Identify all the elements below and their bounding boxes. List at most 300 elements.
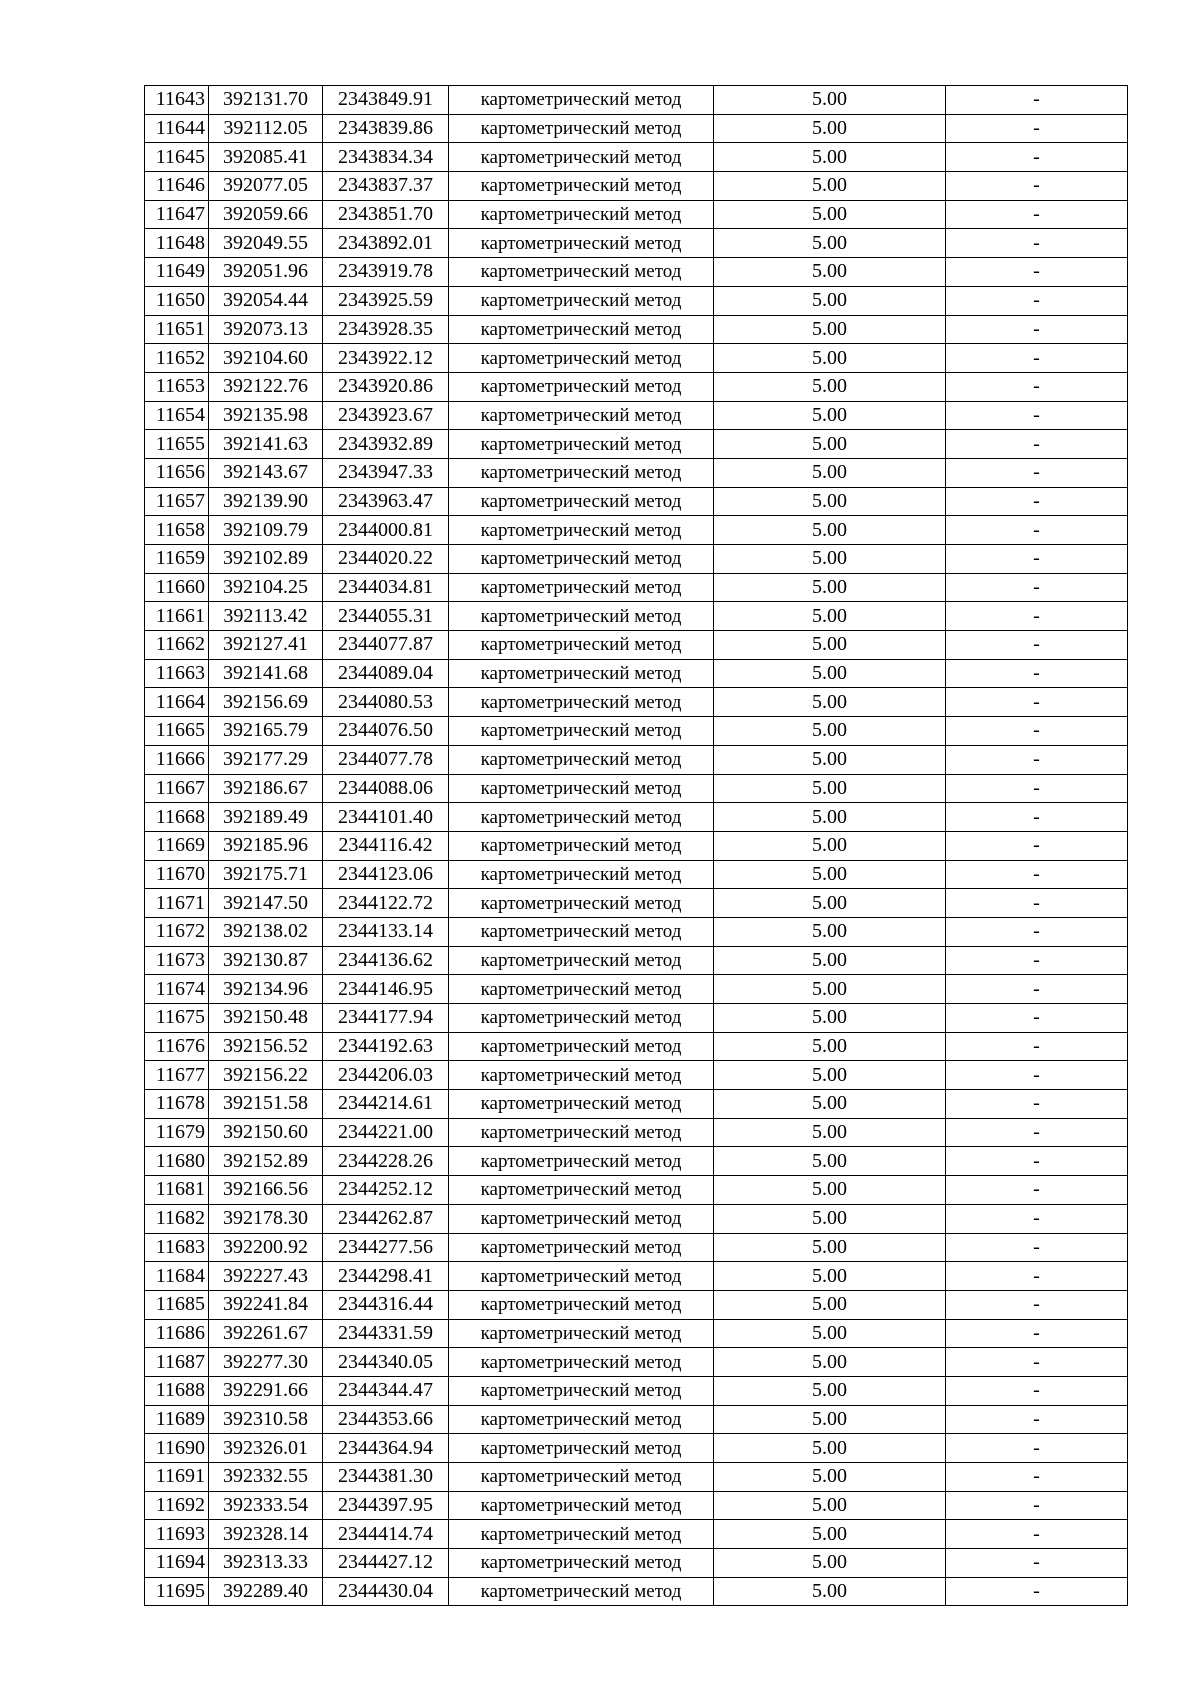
point-number-cell: 11654 — [145, 401, 209, 430]
method-cell: картометрический метод — [449, 1405, 714, 1434]
y-coordinate-cell: 2343928.35 — [323, 315, 449, 344]
y-coordinate-cell: 2344252.12 — [323, 1176, 449, 1205]
description-cell: - — [946, 229, 1128, 258]
method-cell: картометрический метод — [449, 172, 714, 201]
description-cell: - — [946, 1147, 1128, 1176]
accuracy-cell: 5.00 — [714, 1233, 946, 1262]
accuracy-cell: 5.00 — [714, 545, 946, 574]
point-number-cell: 11694 — [145, 1549, 209, 1578]
description-cell: - — [946, 1204, 1128, 1233]
table-row — [145, 1520, 1128, 1549]
point-number-cell: 11695 — [145, 1577, 209, 1606]
accuracy-cell: 5.00 — [714, 1520, 946, 1549]
accuracy-cell: 5.00 — [714, 229, 946, 258]
method-cell: картометрический метод — [449, 229, 714, 258]
method-cell: картометрический метод — [449, 487, 714, 516]
y-coordinate-cell: 2344101.40 — [323, 803, 449, 832]
accuracy-cell: 5.00 — [714, 286, 946, 315]
description-cell: - — [946, 200, 1128, 229]
method-cell: картометрический метод — [449, 1549, 714, 1578]
table-row — [145, 1061, 1128, 1090]
point-number-cell: 11665 — [145, 717, 209, 746]
method-cell: картометрический метод — [449, 516, 714, 545]
accuracy-cell: 5.00 — [714, 1176, 946, 1205]
table-row — [145, 1176, 1128, 1205]
y-coordinate-cell: 2344277.56 — [323, 1233, 449, 1262]
table-row — [145, 114, 1128, 143]
accuracy-cell: 5.00 — [714, 1204, 946, 1233]
table-row — [145, 1434, 1128, 1463]
point-number-cell: 11645 — [145, 143, 209, 172]
point-number-cell: 11658 — [145, 516, 209, 545]
method-cell: картометрический метод — [449, 975, 714, 1004]
point-number-cell: 11677 — [145, 1061, 209, 1090]
description-cell: - — [946, 1233, 1128, 1262]
x-coordinate-cell: 392131.70 — [209, 86, 323, 115]
description-cell: - — [946, 86, 1128, 115]
accuracy-cell: 5.00 — [714, 889, 946, 918]
method-cell: картометрический метод — [449, 1176, 714, 1205]
description-cell: - — [946, 975, 1128, 1004]
table-row — [145, 143, 1128, 172]
x-coordinate-cell: 392059.66 — [209, 200, 323, 229]
y-coordinate-cell: 2344331.59 — [323, 1319, 449, 1348]
point-number-cell: 11666 — [145, 745, 209, 774]
method-cell: картометрический метод — [449, 1290, 714, 1319]
table-row — [145, 1491, 1128, 1520]
coordinates-table-body — [145, 86, 1128, 1606]
point-number-cell: 11688 — [145, 1376, 209, 1405]
accuracy-cell: 5.00 — [714, 1463, 946, 1492]
point-number-cell: 11661 — [145, 602, 209, 631]
description-cell: - — [946, 1176, 1128, 1205]
x-coordinate-cell: 392049.55 — [209, 229, 323, 258]
description-cell: - — [946, 401, 1128, 430]
description-cell: - — [946, 831, 1128, 860]
y-coordinate-cell: 2344034.81 — [323, 573, 449, 602]
method-cell: картометрический метод — [449, 860, 714, 889]
description-cell: - — [946, 889, 1128, 918]
point-number-cell: 11646 — [145, 172, 209, 201]
accuracy-cell: 5.00 — [714, 458, 946, 487]
description-cell: - — [946, 344, 1128, 373]
accuracy-cell: 5.00 — [714, 200, 946, 229]
table-row — [145, 1290, 1128, 1319]
y-coordinate-cell: 2343892.01 — [323, 229, 449, 258]
x-coordinate-cell: 392051.96 — [209, 258, 323, 287]
description-cell: - — [946, 258, 1128, 287]
point-number-cell: 11674 — [145, 975, 209, 1004]
point-number-cell: 11685 — [145, 1290, 209, 1319]
y-coordinate-cell: 2343923.67 — [323, 401, 449, 430]
table-row — [145, 286, 1128, 315]
y-coordinate-cell: 2343920.86 — [323, 372, 449, 401]
table-row — [145, 631, 1128, 660]
method-cell: картометрический метод — [449, 1520, 714, 1549]
table-row — [145, 258, 1128, 287]
accuracy-cell: 5.00 — [714, 1032, 946, 1061]
accuracy-cell: 5.00 — [714, 430, 946, 459]
y-coordinate-cell: 2344146.95 — [323, 975, 449, 1004]
description-cell: - — [946, 114, 1128, 143]
y-coordinate-cell: 2344344.47 — [323, 1376, 449, 1405]
x-coordinate-cell: 392152.89 — [209, 1147, 323, 1176]
x-coordinate-cell: 392127.41 — [209, 631, 323, 660]
point-number-cell: 11653 — [145, 372, 209, 401]
table-row — [145, 487, 1128, 516]
coordinates-table — [144, 85, 1128, 1606]
x-coordinate-cell: 392143.67 — [209, 458, 323, 487]
accuracy-cell: 5.00 — [714, 917, 946, 946]
point-number-cell: 11679 — [145, 1118, 209, 1147]
method-cell: картометрический метод — [449, 831, 714, 860]
method-cell: картометрический метод — [449, 286, 714, 315]
table-row — [145, 1262, 1128, 1291]
table-row — [145, 458, 1128, 487]
method-cell: картометрический метод — [449, 372, 714, 401]
accuracy-cell: 5.00 — [714, 344, 946, 373]
accuracy-cell: 5.00 — [714, 1090, 946, 1119]
y-coordinate-cell: 2343849.91 — [323, 86, 449, 115]
x-coordinate-cell: 392139.90 — [209, 487, 323, 516]
accuracy-cell: 5.00 — [714, 1491, 946, 1520]
accuracy-cell: 5.00 — [714, 1061, 946, 1090]
table-row — [145, 315, 1128, 344]
point-number-cell: 11684 — [145, 1262, 209, 1291]
x-coordinate-cell: 392122.76 — [209, 372, 323, 401]
description-cell: - — [946, 860, 1128, 889]
table-row — [145, 1405, 1128, 1434]
x-coordinate-cell: 392328.14 — [209, 1520, 323, 1549]
description-cell: - — [946, 717, 1128, 746]
description-cell: - — [946, 172, 1128, 201]
accuracy-cell: 5.00 — [714, 1004, 946, 1033]
y-coordinate-cell: 2344427.12 — [323, 1549, 449, 1578]
method-cell: картометрический метод — [449, 774, 714, 803]
y-coordinate-cell: 2344123.06 — [323, 860, 449, 889]
x-coordinate-cell: 392186.67 — [209, 774, 323, 803]
accuracy-cell: 5.00 — [714, 1434, 946, 1463]
table-row — [145, 745, 1128, 774]
point-number-cell: 11647 — [145, 200, 209, 229]
accuracy-cell: 5.00 — [714, 401, 946, 430]
table-row — [145, 1319, 1128, 1348]
accuracy-cell: 5.00 — [714, 1348, 946, 1377]
x-coordinate-cell: 392175.71 — [209, 860, 323, 889]
table-row — [145, 516, 1128, 545]
method-cell: картометрический метод — [449, 688, 714, 717]
table-row — [145, 172, 1128, 201]
description-cell: - — [946, 1290, 1128, 1319]
accuracy-cell: 5.00 — [714, 774, 946, 803]
x-coordinate-cell: 392156.69 — [209, 688, 323, 717]
method-cell: картометрический метод — [449, 1233, 714, 1262]
y-coordinate-cell: 2344177.94 — [323, 1004, 449, 1033]
y-coordinate-cell: 2344262.87 — [323, 1204, 449, 1233]
method-cell: картометрический метод — [449, 1376, 714, 1405]
y-coordinate-cell: 2344020.22 — [323, 545, 449, 574]
x-coordinate-cell: 392200.92 — [209, 1233, 323, 1262]
method-cell: картометрический метод — [449, 1348, 714, 1377]
y-coordinate-cell: 2344077.87 — [323, 631, 449, 660]
x-coordinate-cell: 392104.25 — [209, 573, 323, 602]
point-number-cell: 11676 — [145, 1032, 209, 1061]
description-cell: - — [946, 573, 1128, 602]
method-cell: картометрический метод — [449, 1262, 714, 1291]
point-number-cell: 11659 — [145, 545, 209, 574]
x-coordinate-cell: 392185.96 — [209, 831, 323, 860]
accuracy-cell: 5.00 — [714, 172, 946, 201]
x-coordinate-cell: 392147.50 — [209, 889, 323, 918]
x-coordinate-cell: 392104.60 — [209, 344, 323, 373]
method-cell: картометрический метод — [449, 1319, 714, 1348]
y-coordinate-cell: 2344221.00 — [323, 1118, 449, 1147]
table-row — [145, 1147, 1128, 1176]
accuracy-cell: 5.00 — [714, 745, 946, 774]
y-coordinate-cell: 2343932.89 — [323, 430, 449, 459]
x-coordinate-cell: 392151.58 — [209, 1090, 323, 1119]
x-coordinate-cell: 392054.44 — [209, 286, 323, 315]
description-cell: - — [946, 1577, 1128, 1606]
x-coordinate-cell: 392156.52 — [209, 1032, 323, 1061]
table-row — [145, 401, 1128, 430]
x-coordinate-cell: 392178.30 — [209, 1204, 323, 1233]
point-number-cell: 11663 — [145, 659, 209, 688]
accuracy-cell: 5.00 — [714, 1577, 946, 1606]
description-cell: - — [946, 602, 1128, 631]
table-row — [145, 1032, 1128, 1061]
x-coordinate-cell: 392313.33 — [209, 1549, 323, 1578]
point-number-cell: 11660 — [145, 573, 209, 602]
y-coordinate-cell: 2344000.81 — [323, 516, 449, 545]
point-number-cell: 11651 — [145, 315, 209, 344]
y-coordinate-cell: 2344077.78 — [323, 745, 449, 774]
method-cell: картометрический метод — [449, 917, 714, 946]
method-cell: картометрический метод — [449, 1118, 714, 1147]
y-coordinate-cell: 2344397.95 — [323, 1491, 449, 1520]
accuracy-cell: 5.00 — [714, 487, 946, 516]
description-cell: - — [946, 1463, 1128, 1492]
x-coordinate-cell: 392112.05 — [209, 114, 323, 143]
description-cell: - — [946, 803, 1128, 832]
accuracy-cell: 5.00 — [714, 803, 946, 832]
point-number-cell: 11656 — [145, 458, 209, 487]
point-number-cell: 11690 — [145, 1434, 209, 1463]
description-cell: - — [946, 631, 1128, 660]
description-cell: - — [946, 1032, 1128, 1061]
x-coordinate-cell: 392102.89 — [209, 545, 323, 574]
method-cell: картометрический метод — [449, 1090, 714, 1119]
y-coordinate-cell: 2343922.12 — [323, 344, 449, 373]
method-cell: картометрический метод — [449, 1491, 714, 1520]
description-cell: - — [946, 315, 1128, 344]
accuracy-cell: 5.00 — [714, 86, 946, 115]
x-coordinate-cell: 392227.43 — [209, 1262, 323, 1291]
x-coordinate-cell: 392277.30 — [209, 1348, 323, 1377]
description-cell: - — [946, 1348, 1128, 1377]
method-cell: картометрический метод — [449, 1577, 714, 1606]
point-number-cell: 11650 — [145, 286, 209, 315]
x-coordinate-cell: 392130.87 — [209, 946, 323, 975]
table-row — [145, 372, 1128, 401]
point-number-cell: 11675 — [145, 1004, 209, 1033]
point-number-cell: 11643 — [145, 86, 209, 115]
y-coordinate-cell: 2344353.66 — [323, 1405, 449, 1434]
method-cell: картометрический метод — [449, 86, 714, 115]
method-cell: картометрический метод — [449, 401, 714, 430]
x-coordinate-cell: 392289.40 — [209, 1577, 323, 1606]
accuracy-cell: 5.00 — [714, 831, 946, 860]
point-number-cell: 11648 — [145, 229, 209, 258]
x-coordinate-cell: 392109.79 — [209, 516, 323, 545]
table-row — [145, 1004, 1128, 1033]
y-coordinate-cell: 2344316.44 — [323, 1290, 449, 1319]
x-coordinate-cell: 392135.98 — [209, 401, 323, 430]
y-coordinate-cell: 2344136.62 — [323, 946, 449, 975]
point-number-cell: 11670 — [145, 860, 209, 889]
x-coordinate-cell: 392165.79 — [209, 717, 323, 746]
method-cell: картометрический метод — [449, 1004, 714, 1033]
point-number-cell: 11687 — [145, 1348, 209, 1377]
accuracy-cell: 5.00 — [714, 975, 946, 1004]
description-cell: - — [946, 430, 1128, 459]
table-row — [145, 602, 1128, 631]
description-cell: - — [946, 516, 1128, 545]
y-coordinate-cell: 2344122.72 — [323, 889, 449, 918]
method-cell: картометрический метод — [449, 344, 714, 373]
description-cell: - — [946, 1405, 1128, 1434]
description-cell: - — [946, 1118, 1128, 1147]
description-cell: - — [946, 487, 1128, 516]
method-cell: картометрический метод — [449, 631, 714, 660]
method-cell: картометрический метод — [449, 1463, 714, 1492]
accuracy-cell: 5.00 — [714, 1290, 946, 1319]
table-row — [145, 975, 1128, 1004]
accuracy-cell: 5.00 — [714, 688, 946, 717]
description-cell: - — [946, 917, 1128, 946]
y-coordinate-cell: 2344192.63 — [323, 1032, 449, 1061]
accuracy-cell: 5.00 — [714, 114, 946, 143]
x-coordinate-cell: 392085.41 — [209, 143, 323, 172]
accuracy-cell: 5.00 — [714, 315, 946, 344]
y-coordinate-cell: 2344414.74 — [323, 1520, 449, 1549]
x-coordinate-cell: 392156.22 — [209, 1061, 323, 1090]
description-cell: - — [946, 1434, 1128, 1463]
accuracy-cell: 5.00 — [714, 1147, 946, 1176]
accuracy-cell: 5.00 — [714, 1376, 946, 1405]
method-cell: картометрический метод — [449, 545, 714, 574]
y-coordinate-cell: 2344228.26 — [323, 1147, 449, 1176]
point-number-cell: 11682 — [145, 1204, 209, 1233]
description-cell: - — [946, 1376, 1128, 1405]
table-row — [145, 1233, 1128, 1262]
x-coordinate-cell: 392138.02 — [209, 917, 323, 946]
table-row — [145, 889, 1128, 918]
method-cell: картометрический метод — [449, 573, 714, 602]
method-cell: картометрический метод — [449, 143, 714, 172]
point-number-cell: 11671 — [145, 889, 209, 918]
y-coordinate-cell: 2344364.94 — [323, 1434, 449, 1463]
point-number-cell: 11673 — [145, 946, 209, 975]
accuracy-cell: 5.00 — [714, 717, 946, 746]
method-cell: картометрический метод — [449, 745, 714, 774]
accuracy-cell: 5.00 — [714, 573, 946, 602]
x-coordinate-cell: 392189.49 — [209, 803, 323, 832]
accuracy-cell: 5.00 — [714, 516, 946, 545]
accuracy-cell: 5.00 — [714, 1405, 946, 1434]
x-coordinate-cell: 392073.13 — [209, 315, 323, 344]
y-coordinate-cell: 2344298.41 — [323, 1262, 449, 1291]
x-coordinate-cell: 392166.56 — [209, 1176, 323, 1205]
point-number-cell: 11667 — [145, 774, 209, 803]
point-number-cell: 11693 — [145, 1520, 209, 1549]
description-cell: - — [946, 1090, 1128, 1119]
y-coordinate-cell: 2343925.59 — [323, 286, 449, 315]
table-row — [145, 430, 1128, 459]
description-cell: - — [946, 143, 1128, 172]
y-coordinate-cell: 2343834.34 — [323, 143, 449, 172]
method-cell: картометрический метод — [449, 114, 714, 143]
description-cell: - — [946, 659, 1128, 688]
method-cell: картометрический метод — [449, 1061, 714, 1090]
method-cell: картометрический метод — [449, 1032, 714, 1061]
point-number-cell: 11669 — [145, 831, 209, 860]
point-number-cell: 11644 — [145, 114, 209, 143]
x-coordinate-cell: 392261.67 — [209, 1319, 323, 1348]
x-coordinate-cell: 392332.55 — [209, 1463, 323, 1492]
y-coordinate-cell: 2343837.37 — [323, 172, 449, 201]
table-row — [145, 659, 1128, 688]
table-row — [145, 1549, 1128, 1578]
description-cell: - — [946, 688, 1128, 717]
table-row — [145, 831, 1128, 860]
x-coordinate-cell: 392077.05 — [209, 172, 323, 201]
y-coordinate-cell: 2344133.14 — [323, 917, 449, 946]
point-number-cell: 11655 — [145, 430, 209, 459]
point-number-cell: 11672 — [145, 917, 209, 946]
table-row — [145, 946, 1128, 975]
method-cell: картометрический метод — [449, 258, 714, 287]
description-cell: - — [946, 774, 1128, 803]
y-coordinate-cell: 2344206.03 — [323, 1061, 449, 1090]
y-coordinate-cell: 2344089.04 — [323, 659, 449, 688]
y-coordinate-cell: 2343947.33 — [323, 458, 449, 487]
table-row — [145, 344, 1128, 373]
description-cell: - — [946, 1520, 1128, 1549]
description-cell: - — [946, 1004, 1128, 1033]
method-cell: картометрический метод — [449, 946, 714, 975]
y-coordinate-cell: 2343919.78 — [323, 258, 449, 287]
y-coordinate-cell: 2344340.05 — [323, 1348, 449, 1377]
description-cell: - — [946, 946, 1128, 975]
method-cell: картометрический метод — [449, 200, 714, 229]
method-cell: картометрический метод — [449, 1204, 714, 1233]
accuracy-cell: 5.00 — [714, 143, 946, 172]
description-cell: - — [946, 286, 1128, 315]
x-coordinate-cell: 392241.84 — [209, 1290, 323, 1319]
table-row — [145, 573, 1128, 602]
description-cell: - — [946, 745, 1128, 774]
table-row — [145, 86, 1128, 115]
y-coordinate-cell: 2344430.04 — [323, 1577, 449, 1606]
table-row — [145, 1090, 1128, 1119]
table-row — [145, 917, 1128, 946]
x-coordinate-cell: 392310.58 — [209, 1405, 323, 1434]
method-cell: картометрический метод — [449, 717, 714, 746]
x-coordinate-cell: 392113.42 — [209, 602, 323, 631]
accuracy-cell: 5.00 — [714, 1262, 946, 1291]
point-number-cell: 11691 — [145, 1463, 209, 1492]
